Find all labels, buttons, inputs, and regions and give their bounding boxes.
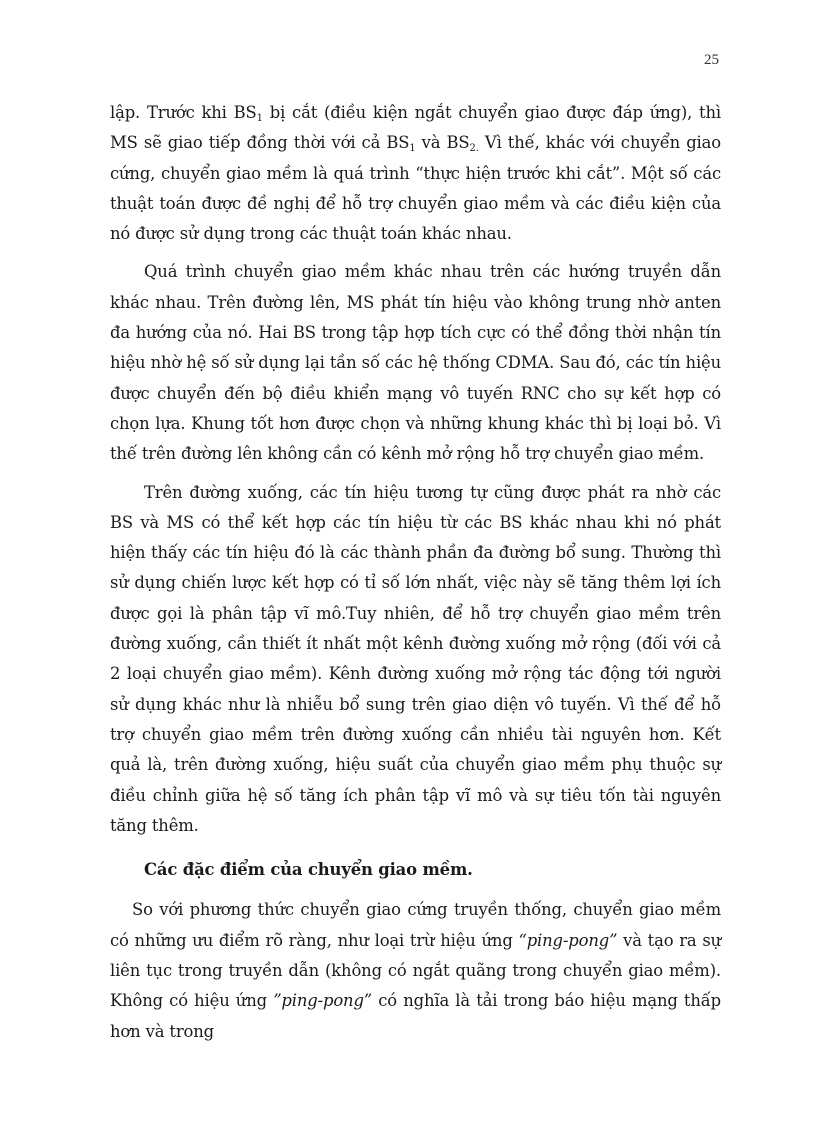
paragraph-4	[110, 895, 721, 1046]
paragraph-4-text-c: có nghĩa là tải trong báo hiệu mạng thấp hơn và trong	[110, 991, 721, 1041]
subscript-3: 2.	[469, 143, 479, 155]
paragraph-4-text-b: và tạo ra sự liên tục trong truyền dẫn (không có ngắt quãng trong chuyển giao mềm). Không có hiệu ứng	[110, 930, 721, 1011]
paragraph-1	[110, 98, 721, 249]
paragraph-1-text-d: Vì thế, khác với chuyển giao cứng, chuyển giao mềm là quá trình “thực hiện trước khi cắt”. Một số các thuật toán được đề nghị để hỗ trợ chuyển giao mềm và các điều kiện của nó được sử dụng trong các thuật toán khác nhau.	[110, 133, 721, 244]
paragraph-1-text-c: và BS	[415, 133, 470, 153]
page-number: 25	[704, 52, 719, 68]
paragraph-3: Trên đường xuống, các tín hiệu tương tự cũng được phát ra nhờ các BS và MS có thể kết hợp các tín hiệu từ các BS khác nhau khi nó phát hiện thấy các tín hiệu đó là các thành phần đa đường bổ sung. Thường thì sử dụng chiến lược kết hợp có tỉ số lớn nhất, việc này sẽ tăng thêm lợi ích được gọi là phân tập vĩ mô.Tuy nhiên, để hỗ trợ chuyển giao mềm trên đường xuống, cần thiết ít nhất một kênh đường xuống mở rộng (đối với cả 2 loại chuyển giao mềm). Kênh đường xuống mở rộng tác động tới người sử dụng khác như là nhiễu bổ sung trên giao diện vô tuyến. Vì thế để hỗ trợ chuyển giao mềm trên đường xuống cần nhiều tài nguyên hơn. Kết quả là, trên đường xuống, hiệu suất của chuyển giao mềm phụ thuộc sự điều chỉnh giữa hệ số tăng ích phân tập vĩ mô và sự tiêu tốn tài nguyên tăng thêm.	[110, 482, 721, 835]
ping-pong-term-1: “ping-pong”	[518, 930, 618, 950]
subscript-1: 1	[256, 113, 263, 124]
paragraph-4-text-a: So với phương thức chuyển giao cứng truyền thống, chuyển giao mềm có những ưu điểm rõ ràng, như loại trừ hiệu ứng	[110, 900, 721, 950]
paragraph-1-text-a: lập. Trước khi BS	[110, 103, 257, 122]
section-heading: Các đặc điểm của chuyển giao mềm.	[144, 860, 473, 880]
body-text	[110, 98, 721, 1055]
subscript-2: 1	[409, 143, 416, 155]
paragraph-2: Quá trình chuyển giao mềm khác nhau trên các hướng truyền dẫn khác nhau. Trên đường lên, MS phát tín hiệu vào không trung nhờ anten đa hướng của nó. Hai BS trong tập hợp tích cực có thể đồng thời nhận tín hiệu nhờ hệ số sử dụng lại tần số các hệ thống CDMA. Sau đó, các tín hiệu được chuyển đến bộ điều khiển mạng vô tuyến RNC cho sự kết hợp có chọn lựa. Khung tốt hơn được chọn và những khung khác thì bị loại bỏ. Vì thế trên đường lên không cần có kênh mở rộng hỗ trợ chuyển giao mềm.	[110, 262, 721, 464]
paragraph-1-text-b: bị cắt (điều kiện ngắt chuyển giao được đáp ứng), thì MS sẽ giao tiếp đồng thời với cả BS	[110, 103, 721, 153]
ping-pong-term-2: ”ping-pong”	[273, 991, 373, 1011]
